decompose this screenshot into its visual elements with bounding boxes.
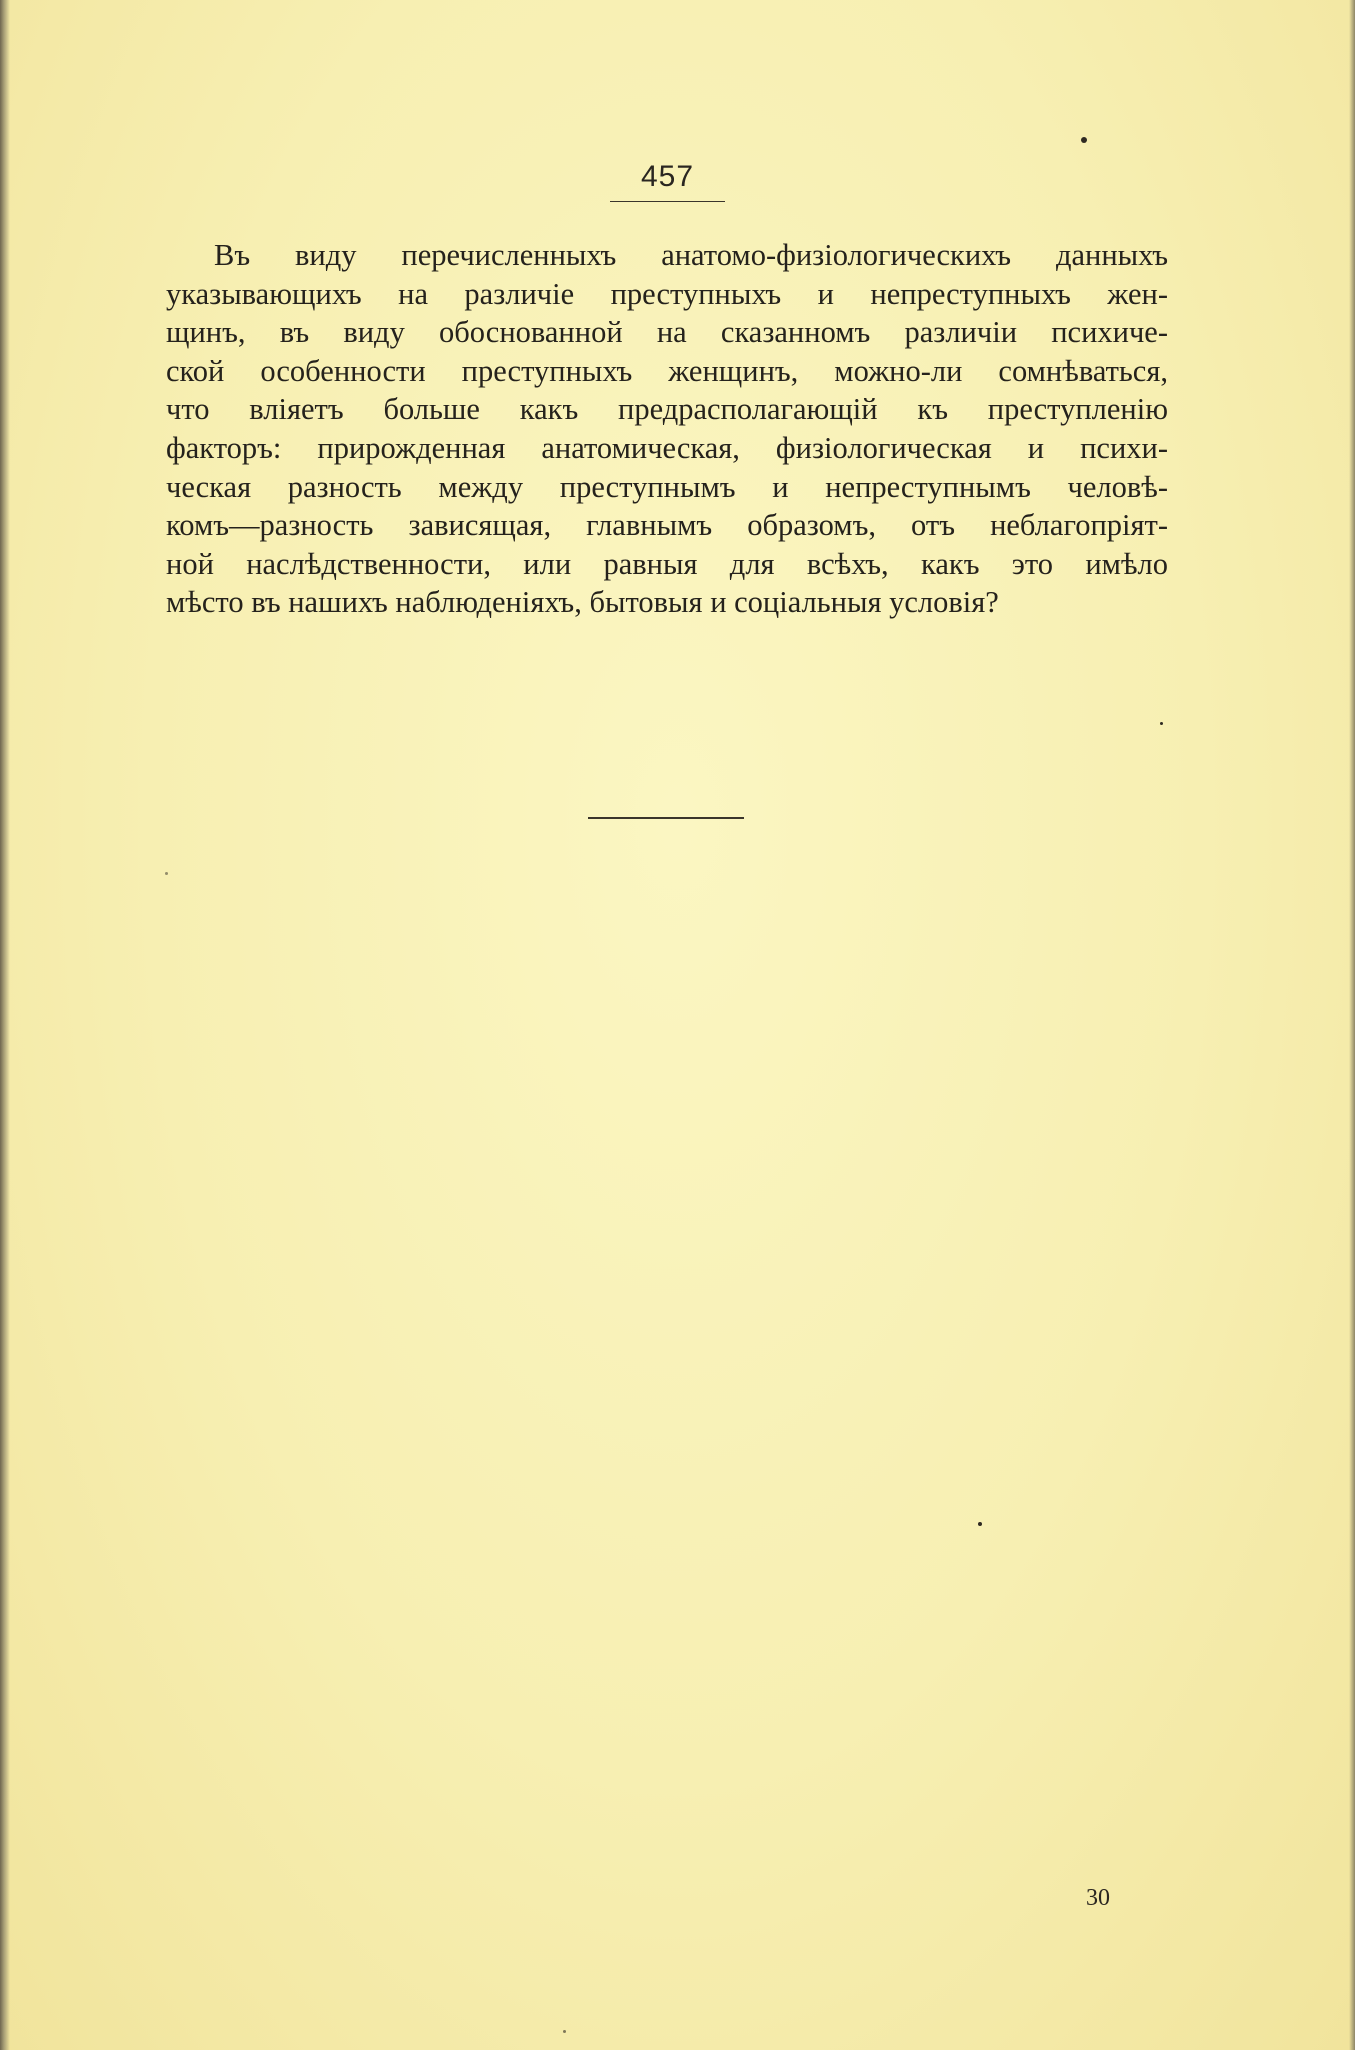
- signature-mark: 30: [1086, 1885, 1110, 1911]
- text-line: указывающихъ на различіе преступныхъ и непреступныхъ жен-: [166, 276, 1168, 311]
- text-line: ческая разность между преступнымъ и непреступнымъ человѣ-: [166, 469, 1168, 504]
- end-rule: [588, 817, 744, 819]
- text-line: мѣсто въ нашихъ наблюденіяхъ, бытовыя и соціальныя условія?: [166, 585, 999, 620]
- text-line: комъ—разность зависящая, главнымъ образомъ, отъ неблагопріят-: [166, 508, 1168, 543]
- spine-shadow: [0, 0, 10, 2050]
- text-line: Въ виду перечисленныхъ анатомо-физіологическихъ данныхъ: [214, 238, 1168, 272]
- text-line: ской особенности преступныхъ женщинъ, можно-ли сомнѣваться,: [166, 353, 1168, 388]
- text-line: ной наслѣдственности, или равныя для всѣхъ, какъ это имѣло: [166, 546, 1168, 581]
- ink-speck: [978, 1522, 982, 1526]
- text-line: что вліяетъ больше какъ предрасполагающій къ преступленію: [166, 392, 1168, 427]
- text-line: факторъ: прирожденная анатомическая, физіологическая и психи-: [166, 430, 1168, 465]
- ink-speck: [563, 2030, 566, 2033]
- ink-speck: [165, 872, 168, 875]
- ink-speck: [1081, 137, 1087, 143]
- body-paragraph: [166, 236, 1168, 622]
- ink-speck: [1160, 722, 1163, 725]
- text-line: щинъ, въ виду обоснованной на сказанномъ различіи психиче-: [166, 315, 1168, 350]
- header-rule: [610, 201, 725, 202]
- page-number: 457: [640, 160, 695, 193]
- page-edge: [1349, 0, 1355, 2050]
